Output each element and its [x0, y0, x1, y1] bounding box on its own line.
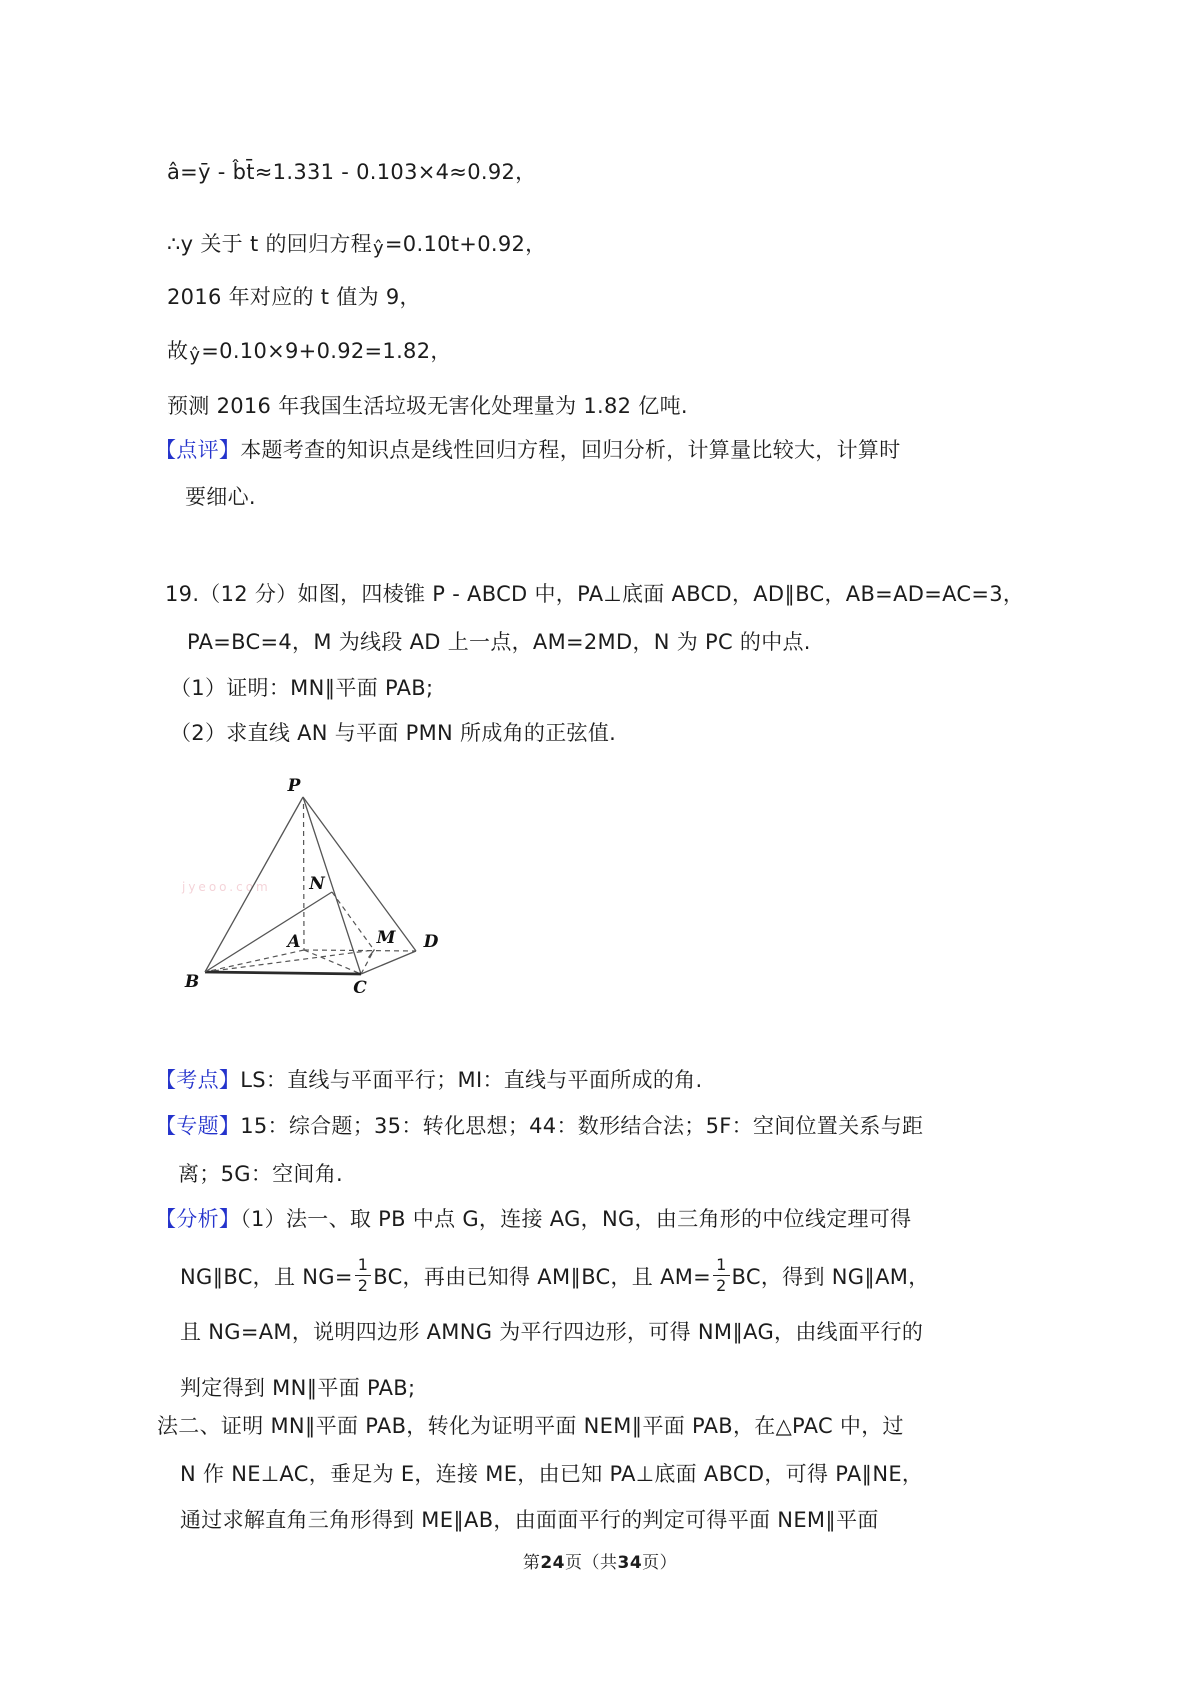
y-hat-symbol: ŷ	[372, 238, 384, 259]
watermark-text: jyeoo.com	[182, 880, 271, 894]
formula-a-hat-line: â=ȳ - b̂t̄≈1.331 - 0.103×4≈0.92，	[167, 160, 537, 184]
footer-page-number: 24	[540, 1553, 565, 1573]
page-footer	[0, 1548, 1200, 1573]
label-B: B	[184, 972, 200, 992]
edge-AD-dashed	[304, 950, 416, 951]
regression-suffix: =0.10t+0.92，	[384, 232, 547, 256]
y-hat-symbol: ŷ	[189, 345, 201, 366]
fraction-one-half	[713, 1256, 729, 1296]
t-value-line: 2016 年对应的 t 值为 9，	[167, 285, 421, 309]
fraction-numerator: 1	[355, 1256, 371, 1276]
fenxi-section-line2	[180, 1255, 930, 1298]
footer-prefix: 第	[522, 1553, 541, 1573]
zhuanti-label: 【专题】	[155, 1114, 241, 1138]
gu-suffix: =0.10×9+0.92=1.82，	[201, 339, 452, 363]
fenxi-section-line1	[155, 1205, 911, 1233]
label-C: C	[353, 978, 367, 997]
prediction-result-line: 预测 2016 年我国生活垃圾无害化处理量为 1.82 亿吨.	[167, 394, 688, 418]
zhuanti-section-line2: 离；5G：空间角.	[178, 1162, 344, 1186]
problem19-stem-line1: 19.（12 分）如图，四棱锥 P - ABCD 中，PA⊥底面 ABCD，AD∥BC，AB=AD=AC=3，	[165, 582, 1025, 606]
segment-AC-dashed	[304, 950, 361, 974]
footer-total-pages: 34	[617, 1553, 643, 1573]
gu-prefix: 故	[167, 339, 189, 363]
regression-prefix: ∴y 关于 t 的回归方程	[167, 232, 372, 256]
edge-PA-dashed	[304, 804, 305, 950]
zhuanti-text1: 15：综合题；35：转化思想；44：数形结合法；5F：空间位置关系与距	[240, 1114, 924, 1138]
label-A: A	[287, 932, 301, 952]
prediction-calc-line	[167, 337, 452, 368]
kaodian-section	[155, 1066, 702, 1094]
label-P: P	[287, 776, 301, 796]
label-D: D	[423, 932, 439, 952]
fraction-one-half	[355, 1256, 371, 1296]
fenxi-text1: （1）法一、取 PB 中点 G，连接 AG，NG，由三角形的中位线定理可得	[240, 1207, 912, 1231]
zhuanti-section-line1	[155, 1112, 923, 1140]
regression-equation-line	[167, 230, 546, 261]
footer-mid: 页（共	[565, 1553, 618, 1573]
kaodian-label: 【考点】	[155, 1068, 241, 1092]
fenxi-method2-line2: N 作 NE⊥AC，垂足为 E，连接 ME，由已知 PA⊥底面 ABCD，可得 PA∥NE，	[180, 1462, 924, 1486]
review-label: 【点评】	[155, 438, 241, 462]
fenxi-method2-line3: 通过求解直角三角形得到 ME∥AB，由面面平行的判定可得平面 NEM∥平面	[180, 1508, 879, 1532]
fenxi-label: 【分析】	[155, 1207, 241, 1231]
problem19-part2: （2）求直线 AN 与平面 PMN 所成角的正弦值.	[170, 721, 617, 745]
segment-NM-dashed	[332, 892, 374, 950]
label-N: N	[309, 874, 325, 894]
problem19-part1: （1）证明：MN∥平面 PAB;	[170, 676, 434, 700]
fenxi-section-line3: 且 NG=AM，说明四边形 AMNG 为平行四边形，可得 NM∥AG，由线面平行的	[180, 1320, 924, 1344]
fenxi-line2-run3: BC，得到 NG∥AM，	[731, 1264, 930, 1289]
review-section-line2: 要细心.	[185, 485, 256, 509]
segment-BN	[205, 892, 332, 972]
edge-BC	[205, 972, 361, 974]
review-section-line1	[155, 436, 901, 464]
fenxi-method2-line1: 法二、证明 MN∥平面 PAB，转化为证明平面 NEM∥平面 PAB，在△PAC 中，过	[157, 1414, 904, 1438]
problem19-stem-line2: PA=BC=4，M 为线段 AD 上一点，AM=2MD，N 为 PC 的中点.	[187, 630, 811, 654]
kaodian-text: LS：直线与平面平行；MI：直线与平面所成的角.	[240, 1068, 703, 1092]
fraction-denominator: 2	[716, 1276, 727, 1296]
fenxi-line2-run2: BC，再由已知得 AM∥BC，且 AM=	[373, 1264, 712, 1289]
fraction-denominator: 2	[357, 1276, 369, 1296]
fenxi-section-line4: 判定得到 MN∥平面 PAB;	[180, 1376, 416, 1400]
label-M: M	[376, 928, 396, 948]
footer-suffix: 页）	[642, 1553, 678, 1573]
fenxi-line2-run1: NG∥BC，且 NG=	[180, 1264, 353, 1289]
pyramid-figure	[155, 762, 455, 997]
review-text: 本题考查的知识点是线性回归方程，回归分析，计算量比较大，计算时	[240, 438, 901, 462]
fraction-numerator: 1	[713, 1256, 729, 1276]
edge-CD	[361, 951, 416, 974]
